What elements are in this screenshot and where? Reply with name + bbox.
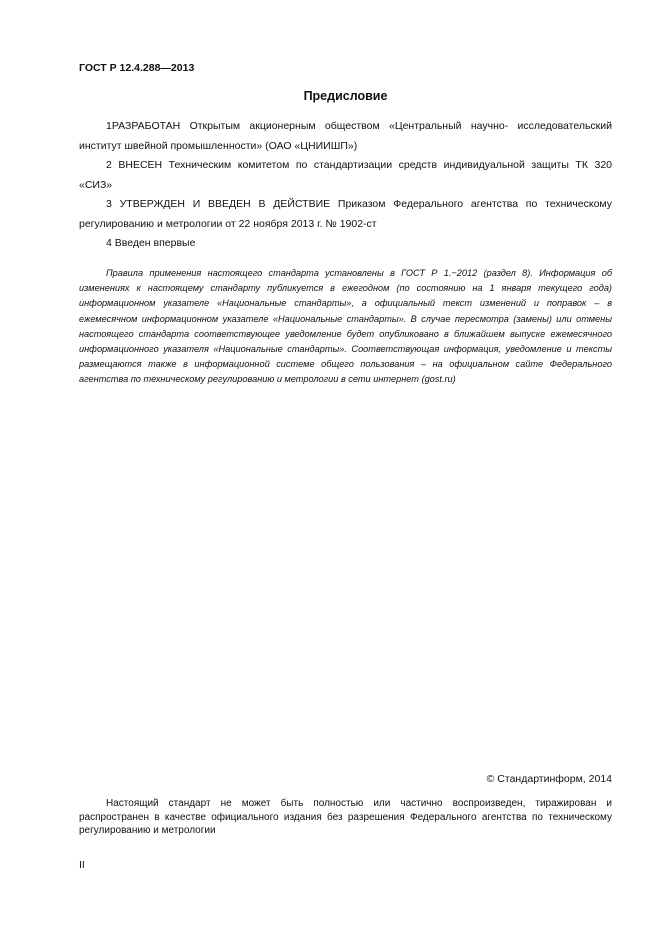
foreword-item-1: 1РАЗРАБОТАН Открытым акционерным обществом «Центральный научно- исследовательский институт швейной промышленности» (ОАО «ЦНИИШП») (79, 120, 612, 152)
foreword-item-4: 4 Введен впервые (106, 237, 196, 249)
rights-notice: Настоящий стандарт не может быть полностью или частично воспроизведен, тиражирован и распространен в качестве официального издания без разрешения Федерального агентства по техническому регулированию и метрологии (79, 798, 612, 837)
page-title: Предисловие (303, 89, 388, 103)
copyright: © Стандартинформ, 2014 (486, 773, 612, 785)
foreword-item-2: 2 ВНЕСЕН Техническим комитетом по стандартизации средств индивидуальной защиты ТК 320 «СИЗ» (79, 159, 612, 191)
page-number: II (79, 859, 85, 871)
foreword-item-3: 3 УТВЕРЖДЕН И ВВЕДЕН В ДЕЙСТВИЕ Приказом Федерального агентства по техническому регулированию и метрологии от 22 ноября 2013 г. № 1902-ст (79, 198, 612, 230)
standard-code: ГОСТ Р 12.4.288—2013 (79, 62, 195, 74)
application-note: Правила применения настоящего стандарта установлены в ГОСТ Р 1.−2012 (раздел 8). Информация об изменениях к настоящему стандарту публикуется в ежегодном (по состоянию на 1 января текущего года) информационном указателе «Национальные стандарты», а официальный текст изменений и поправок – в ежемесячном информационном указателе «Национальные стандарты». В случае пересмотра (замены) или отмены настоящего стандарта соответствующее уведомление будет опубликовано в ближайшем выпуске ежемесячного информационного указателя «Национальные стандарты». Соответствующая информация, уведомление и тексты размещаются также в информационной системе общего пользования – на официальном сайте Федерального агентства по техническому регулированию и метрологии в сети интернет (gost.ru) (79, 268, 612, 385)
